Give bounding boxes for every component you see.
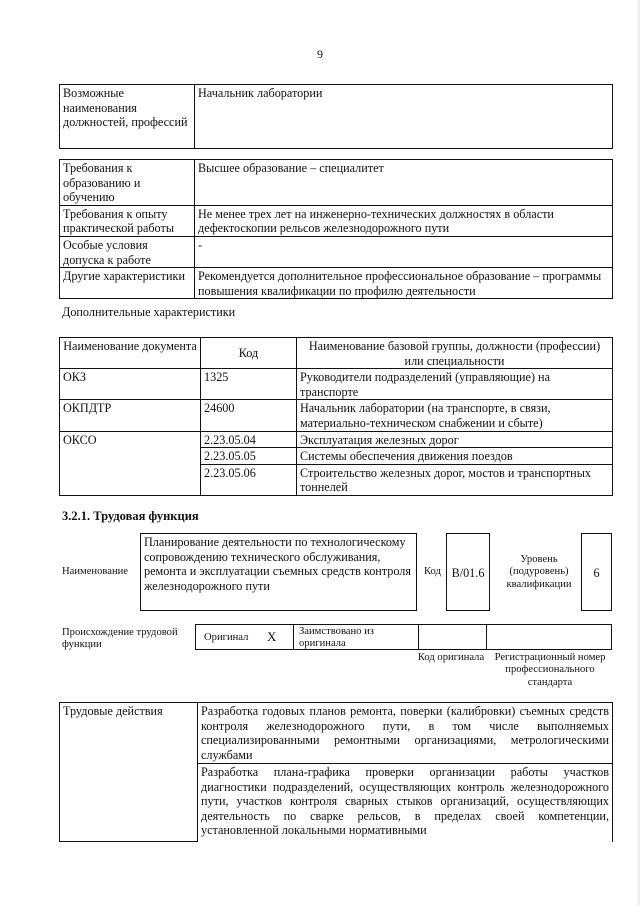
level-box	[581, 533, 612, 611]
name-cell: Строительство железных дорог, мостов и транспортных тоннелей	[297, 464, 613, 495]
section-title: Дополнительные характеристики	[62, 305, 236, 319]
reg-number-label: Регистрационный номер профессионального стандарта	[494, 652, 606, 688]
labor-action-item: Разработка годовых планов ремонта, поверки (калибровки) съемных средств контроля железнодорожного пути, в том числе выполняемых специализированными ремонтными организациями, метрологическими службами	[198, 703, 613, 764]
requirements-table	[59, 159, 613, 299]
positions-label: Возможные наименования должностей, профессий	[60, 85, 195, 149]
table-header-row	[60, 338, 613, 369]
doc-cell: ОКСО	[60, 431, 201, 495]
code-cell: 2.23.05.04	[201, 431, 297, 448]
table-row	[60, 703, 613, 764]
function-code-box	[446, 533, 490, 611]
header-name: Наименование базовой группы, должности (профессии) или специальности	[297, 338, 613, 369]
table-row	[60, 85, 613, 149]
name-cell: Начальник лаборатории (на транспорте, в связи, материально-техническом снабжении и сбыте)	[297, 400, 613, 431]
labor-function-title: 3.2.1. Трудовая функция	[62, 509, 199, 523]
table-row	[60, 369, 613, 400]
requirement-value: Рекомендуется дополнительное профессиональное образование – программы повышения квалификации по профилю деятельности	[195, 268, 613, 299]
function-code: B/01.6	[451, 566, 485, 580]
requirement-value: Не менее трех лет на инженерно-технических должностях в области дефектоскопии рельсов железнодорожного пути	[195, 205, 613, 236]
positions-value: Начальник лаборатории	[195, 85, 613, 149]
labor-action-item: Разработка плана-графика проверки организации работы участков диагностики подразделений, осуществляющих контроль железнодорожного пути, участков контроля сварных стыков организаций, осуществляющих деятельность по сварке рельсов, в пределах своей компетенции, установленной локальными нормативными	[198, 764, 613, 842]
labor-actions-label: Трудовые действия	[60, 703, 198, 842]
code-cell: 2.23.05.06	[201, 464, 297, 495]
code-label: Код	[424, 566, 441, 577]
name-cell: Руководители подразделений (управляющие) на транспорте	[297, 369, 613, 400]
positions-table	[59, 84, 613, 149]
function-name: Планирование деятельности по технологическому сопровождению технического обслуживания, ремонта и эксплуатации съемных средств контроля железнодорожного пути	[144, 535, 411, 593]
divider	[293, 625, 294, 649]
additional-table	[59, 337, 613, 496]
table-row	[60, 236, 613, 267]
level-value: 6	[593, 566, 600, 580]
table-row	[60, 160, 613, 206]
function-name-box	[140, 533, 417, 611]
code-cell: 2.23.05.05	[201, 448, 297, 465]
code-original-label: Код оригинала	[417, 652, 485, 663]
table-row	[60, 400, 613, 431]
requirement-label: Требования к опыту практической работы	[60, 205, 195, 236]
labor-actions-table	[59, 702, 613, 842]
requirement-label: Другие характеристики	[60, 268, 195, 299]
header-doc: Наименование документа	[60, 338, 201, 369]
original-mark: X	[267, 629, 277, 644]
requirement-label: Требования к образованию и обучению	[60, 160, 195, 206]
header-code: Код	[201, 338, 297, 369]
code-cell: 1325	[201, 369, 297, 400]
page-edge-shadow	[636, 0, 640, 905]
level-label: Уровень (подуровень) квалификации	[506, 554, 572, 590]
requirement-value: Высшее образование – специалитет	[195, 160, 613, 206]
original-label: Оригинал	[204, 632, 249, 643]
origin-label: Происхождение трудовой функции	[62, 627, 178, 651]
page-number: 9	[317, 47, 323, 61]
divider	[486, 625, 487, 649]
table-row	[60, 268, 613, 299]
divider	[418, 625, 419, 649]
name-cell: Системы обеспечения движения поездов	[297, 448, 613, 465]
name-cell: Эксплуатация железных дорог	[297, 431, 613, 448]
origin-row	[195, 624, 612, 650]
doc-cell: ОКПДТР	[60, 400, 201, 431]
requirement-label: Особые условия допуска к работе	[60, 236, 195, 267]
doc-cell: ОКЗ	[60, 369, 201, 400]
requirement-value: -	[195, 236, 613, 267]
table-row	[60, 205, 613, 236]
code-cell: 24600	[201, 400, 297, 431]
table-row	[60, 431, 613, 448]
name-label: Наименование	[62, 566, 128, 577]
borrowed-label: Заимствовано из оригинала	[299, 626, 374, 650]
